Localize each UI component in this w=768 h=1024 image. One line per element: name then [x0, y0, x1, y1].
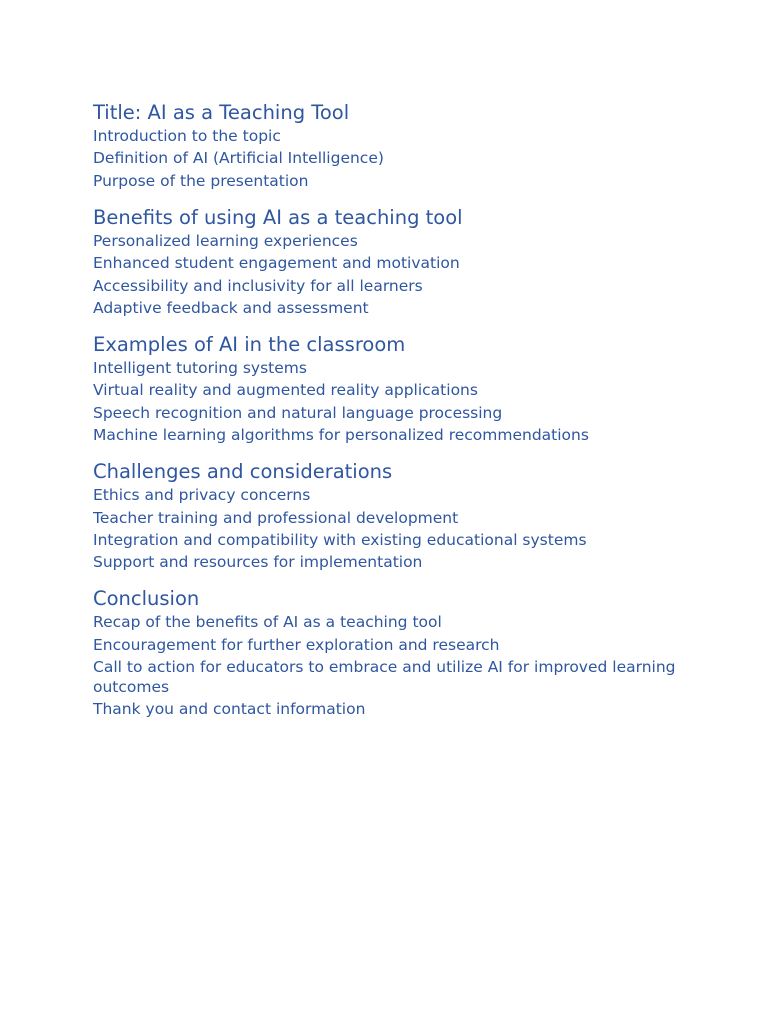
list-item: Support and resources for implementation	[93, 553, 423, 572]
list-item: Speech recognition and natural language processing	[93, 403, 503, 422]
list-item: Personalized learning experiences	[93, 231, 358, 250]
document-body	[93, 100, 693, 733]
list-item: Ethics and privacy concerns	[93, 486, 311, 505]
section-title	[93, 100, 693, 191]
section-heading: Title: AI as a Teaching Tool	[93, 101, 350, 124]
section-heading: Examples of AI in the classroom	[93, 332, 406, 356]
list-item: Integration and compatibility with existing educational systems	[93, 530, 587, 549]
list-item: Virtual reality and augmented reality applications	[93, 381, 478, 400]
list-item: Machine learning algorithms for personalized recommendations	[93, 426, 589, 445]
list-item: Introduction to the topic	[93, 127, 281, 145]
section-benefits	[93, 205, 693, 318]
list-item: Encouragement for further exploration and research	[93, 635, 500, 654]
list-item: Intelligent tutoring systems	[93, 358, 307, 377]
list-item: Definition of AI (Artificial Intelligence)	[93, 149, 384, 168]
list-item: Adaptive feedback and assessment	[93, 298, 369, 317]
list-item: Accessibility and inclusivity for all learners	[93, 276, 423, 295]
list-item: Enhanced student engagement and motivation	[93, 254, 460, 273]
section-challenges	[93, 459, 693, 572]
section-heading: Conclusion	[93, 587, 200, 611]
section-heading: Benefits of using AI as a teaching tool	[93, 205, 463, 229]
list-item: Purpose of the presentation	[93, 171, 309, 190]
list-item: Call to action for educators to embrace and utilize AI for improved learning outcomes	[93, 658, 676, 697]
section-examples	[93, 332, 693, 445]
section-conclusion	[93, 586, 693, 719]
section-heading: Challenges and considerations	[93, 460, 393, 484]
list-item: Recap of the benefits of AI as a teaching tool	[93, 613, 442, 632]
list-item: Teacher training and professional development	[93, 508, 459, 527]
list-item: Thank you and contact information	[93, 700, 366, 719]
